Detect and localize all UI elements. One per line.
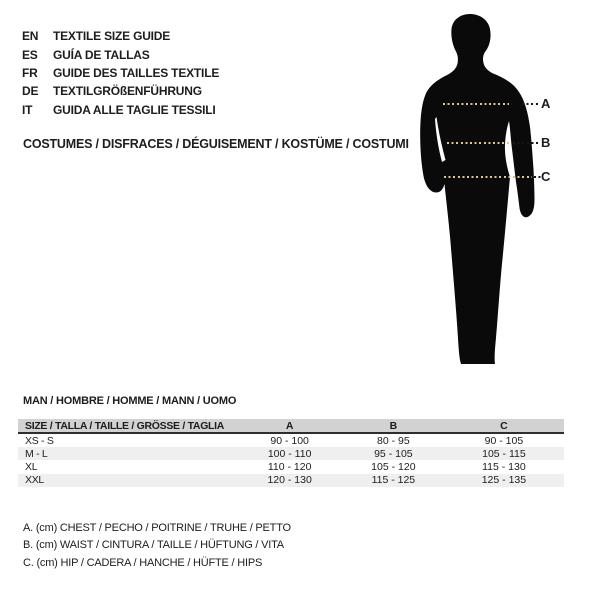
- hip-range-cell: 105 - 115: [482, 447, 526, 460]
- size-cell: XXL: [25, 474, 44, 487]
- waist-measure-line: [447, 142, 509, 144]
- size-cell: XS - S: [25, 434, 54, 447]
- measurement-legend: [23, 519, 291, 572]
- waist-range-cell: 95 - 105: [374, 447, 413, 460]
- language-row-de: [22, 82, 219, 100]
- waist-leader-line: [513, 142, 539, 144]
- hip-range-cell: 125 - 135: [481, 474, 527, 487]
- chest-range-cell: 110 - 120: [267, 460, 312, 473]
- size-cell: XL: [25, 460, 38, 473]
- language-label: TEXTILGRÖßENFÜHRUNG: [53, 84, 202, 99]
- language-label: GUÍA DE TALLAS: [53, 47, 150, 62]
- size-table-header-row: [18, 419, 564, 434]
- table-row-xxl: [18, 474, 564, 487]
- hip-measure-line: [444, 176, 532, 178]
- language-label: GUIDA ALLE TAGLIE TESSILI: [53, 102, 216, 117]
- language-code: EN: [22, 29, 39, 44]
- language-row-fr: [22, 64, 219, 82]
- table-row-xs-s: [18, 434, 564, 447]
- hip-range-cell: 90 - 105: [484, 434, 524, 447]
- chest-measure-line: [443, 103, 509, 105]
- language-list: [22, 27, 219, 119]
- language-code: ES: [22, 47, 38, 62]
- chest-range-cell: 90 - 100: [270, 434, 309, 447]
- language-code: IT: [22, 102, 33, 117]
- size-table-body: [18, 434, 564, 487]
- size-table: [18, 419, 564, 487]
- chest-leader-line: [522, 103, 539, 105]
- language-label: GUIDE DES TAILLES TEXTILE: [53, 65, 220, 80]
- chest-range-cell: 120 - 130: [267, 474, 312, 487]
- language-code: FR: [22, 65, 38, 80]
- waist-range-cell: 80 - 95: [377, 434, 410, 447]
- size-cell: M - L: [25, 447, 48, 460]
- category-heading: COSTUMES / DISFRACES / DÉGUISEMENT / KOSTÜME / COSTUMI: [23, 137, 409, 151]
- man-silhouette-icon: [415, 14, 545, 364]
- chest-range-cell: 100 - 110: [267, 447, 312, 460]
- gender-section-title: MAN / HOMBRE / HOMME / MANN / UOMO: [23, 395, 237, 407]
- legend-chest: A. (cm) CHEST / PECHO / POITRINE / TRUHE / PETTO: [23, 521, 291, 534]
- waist-range-cell: 115 - 125: [371, 474, 416, 487]
- language-row-es: [22, 45, 219, 63]
- hip-leader-line: [534, 176, 541, 178]
- language-code: DE: [22, 84, 39, 99]
- column-header-a: A: [285, 419, 294, 432]
- language-label: TEXTILE SIZE GUIDE: [53, 29, 171, 44]
- language-row-en: [22, 27, 219, 45]
- legend-hip: C. (cm) HIP / CADERA / HANCHE / HÜFTE / HIPS: [23, 556, 263, 569]
- column-header-c: C: [500, 419, 508, 432]
- table-row-m-l: [18, 447, 564, 460]
- table-row-xl: [18, 460, 564, 473]
- language-row-it: [22, 101, 219, 119]
- size-column-header: SIZE / TALLA / TAILLE / GRÖSSE / TAGLIA: [25, 419, 225, 432]
- measure-label-a: A: [541, 96, 551, 111]
- hip-range-cell: 115 - 130: [482, 460, 526, 473]
- column-header-b: B: [389, 419, 398, 432]
- waist-range-cell: 105 - 120: [371, 460, 416, 473]
- legend-waist: B. (cm) WAIST / CINTURA / TAILLE / HÜFTUNG / VITA: [23, 539, 284, 552]
- measure-label-b: B: [541, 135, 551, 150]
- measure-label-c: C: [541, 169, 551, 184]
